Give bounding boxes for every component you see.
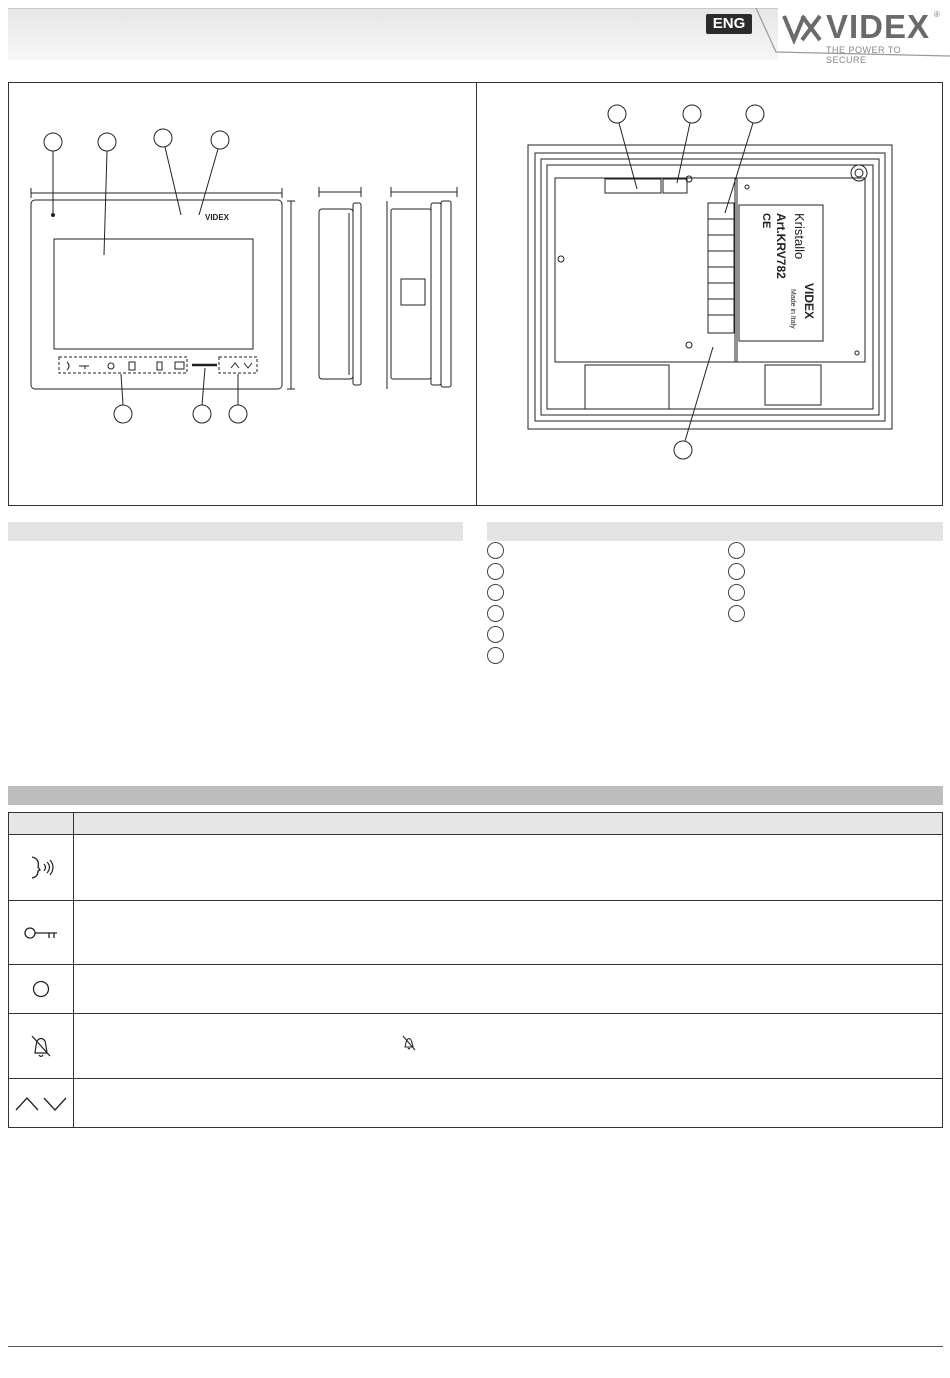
legend-marker <box>487 647 504 664</box>
circle-icon <box>31 979 51 999</box>
speech-icon <box>26 853 56 883</box>
legend-marker <box>728 584 745 601</box>
videx-mark-icon <box>782 10 824 44</box>
button-function-table <box>8 812 943 1128</box>
left-section-header <box>8 522 463 541</box>
legend-marker <box>487 605 504 622</box>
legend-marker <box>728 542 745 559</box>
table-row <box>9 1014 73 1078</box>
module-logo: VIDEX <box>802 283 816 320</box>
legend-marker <box>487 563 504 580</box>
table-row <box>9 901 73 964</box>
row-divider <box>9 900 942 901</box>
module-made-in: Made in Italy <box>789 289 796 329</box>
bell-mute-icon <box>29 1033 53 1059</box>
brand-name: VIDEX <box>826 8 931 45</box>
legend-marker <box>728 605 745 622</box>
figures-panel <box>8 82 943 506</box>
row-divider <box>9 1013 942 1014</box>
legend-marker <box>487 542 504 559</box>
page-header <box>0 0 950 65</box>
table-row <box>9 965 73 1013</box>
brand-registered: ® <box>934 10 940 19</box>
module-ce-mark: CE <box>760 213 772 229</box>
buttons-section-header <box>8 786 943 805</box>
table-header-row <box>9 813 942 835</box>
column-divider <box>73 813 74 1127</box>
legend-marker <box>487 584 504 601</box>
legend-marker <box>487 626 504 643</box>
brand-tagline: THE POWER TO SECURE <box>826 45 902 65</box>
bell-mute-inline-icon <box>402 1035 416 1051</box>
table-row <box>9 1079 73 1127</box>
legend-marker <box>728 563 745 580</box>
row-divider <box>9 1078 942 1079</box>
table-row <box>9 835 73 900</box>
language-badge: ENG <box>706 14 752 34</box>
monitor-rear-drawing <box>477 83 944 505</box>
module-article: Art.KRV782 <box>774 213 788 279</box>
videx-logo <box>782 8 942 65</box>
right-section-header <box>487 522 943 541</box>
footer-rule <box>8 1346 943 1347</box>
monitor-front-side-drawing <box>9 83 476 505</box>
row-divider <box>9 964 942 965</box>
front-panel-logo: VIDEX <box>205 213 230 222</box>
key-icon <box>23 923 59 943</box>
up-down-arrows-icon <box>14 1093 68 1113</box>
module-brand: Kristallo <box>792 213 807 260</box>
